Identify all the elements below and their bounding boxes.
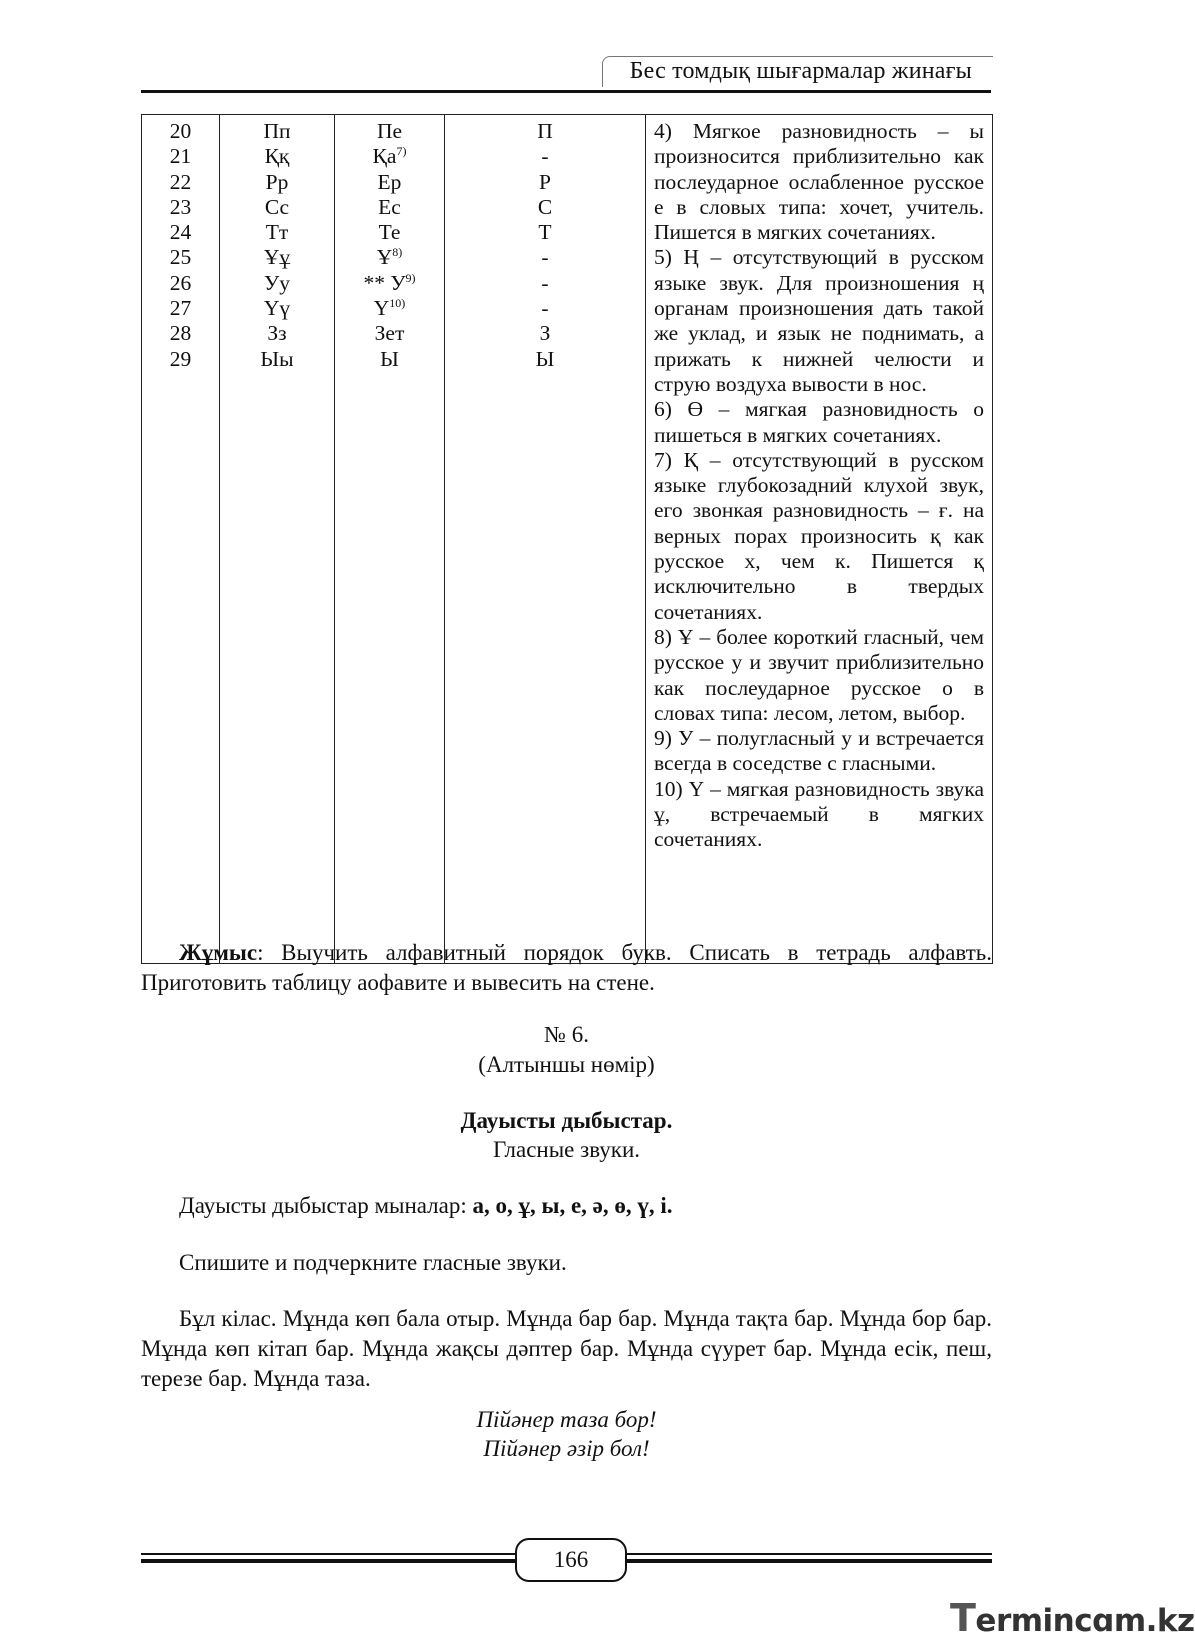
number-column — [142, 115, 220, 964]
row-number: 26 — [169, 270, 192, 295]
row-letter: Ққ — [264, 144, 290, 169]
row-number: 21 — [169, 144, 192, 169]
note-item: 8) Ұ – более короткий гласный, чем русское у и звучит приблизительно как послеударное русское о в словах типа: лесом, летом, выбор. — [654, 624, 984, 725]
exercise-paragraph — [141, 1304, 992, 1394]
task-label: Жұмыс — [179, 940, 258, 965]
vowels-list: а, о, ұ, ы, е, ә, ө, ү, і. — [472, 1193, 673, 1218]
row-letter-name: $Ү^{10)}$ — [373, 295, 406, 321]
row-letter-name: Пе — [376, 119, 403, 143]
row-number: 29 — [169, 346, 192, 371]
row-russian-letter: П — [537, 119, 553, 143]
row-letter-name: Ы — [380, 346, 399, 371]
row-letter: Уу — [264, 270, 290, 295]
row-number: 25 — [169, 245, 192, 270]
row-russian-letter: Т — [538, 220, 552, 245]
row-letter-name: Те — [378, 220, 401, 245]
russian-equivalent-column — [445, 115, 646, 964]
row-letter-name: ** $У^{9)}$ — [363, 270, 416, 295]
row-letter-name: Зет — [374, 321, 405, 346]
page-number: 166 — [515, 1538, 627, 1582]
vowels-line — [141, 1191, 992, 1221]
instruction-text: Спишите и подчеркните гласные звуки. — [179, 1250, 567, 1275]
vowels-intro: Дауысты дыбыстар мыналар: — [179, 1193, 473, 1218]
header-rule — [141, 90, 991, 93]
row-letter: Рр — [265, 169, 289, 194]
row-letter-name: $Ұ^{8)}$ — [376, 245, 403, 270]
row-russian-letter: - — [541, 296, 549, 321]
row-letter: Үү — [263, 296, 291, 321]
row-letter: Ыы — [260, 346, 294, 371]
motto-line-2: Пійәнер әзір бол! — [483, 1436, 650, 1461]
motto-line-1: Пійәнер таза бор! — [476, 1407, 657, 1432]
note-item: 7) Қ – отсутствующий в русском языке глубокозадний клухой звук, его звонкая разновидность – ғ. на верных порах произносить қ как русское х, чем к. Пишется қ исключительно в твердых сочетаниях. — [654, 447, 984, 624]
watermark-logo: Termincɑm.kz — [950, 1596, 1195, 1640]
row-russian-letter: - — [541, 245, 549, 270]
row-number: 20 — [169, 119, 192, 143]
row-russian-letter: Ы — [535, 346, 555, 371]
row-number: 24 — [169, 220, 192, 245]
row-russian-letter: С — [537, 194, 553, 219]
lesson-number: № 6. — [544, 1022, 589, 1047]
row-number: 22 — [169, 169, 192, 194]
row-russian-letter: - — [541, 270, 549, 295]
row-number: 28 — [169, 321, 192, 346]
note-item: 5) Ң – отсутствующий в русском языке звук. Для произношения ң органам произношения дать такой же уклад, и язык не поднимать, а прижать к нижней челюсти и струю воздуха вывости в нос. — [654, 245, 984, 396]
row-number: 23 — [169, 194, 192, 219]
row-letter-name: Ер — [377, 169, 402, 194]
table-row — [142, 115, 993, 964]
row-letter: Зз — [267, 321, 287, 346]
running-header: Бес томдық шығармалар жинағы — [629, 58, 972, 84]
task-paragraph — [141, 938, 992, 998]
lesson-number-text: (Алтыншы нөмір) — [478, 1052, 655, 1077]
row-letter: Сс — [264, 194, 290, 219]
row-letter: Ұұ — [263, 245, 291, 270]
row-russian-letter: З — [539, 321, 551, 346]
row-russian-letter: Р — [539, 169, 551, 194]
row-number: 27 — [169, 296, 192, 321]
row-letter: Тт — [265, 220, 289, 245]
alphabet-table — [141, 114, 993, 964]
letter-column — [220, 115, 335, 964]
lesson-title-ru: Гласные звуки. — [492, 1137, 641, 1162]
row-letter-name: Ес — [378, 194, 401, 219]
note-item: 10) Ү – мягкая разновидность звука ұ, встречаемый в мягких сочетаниях. — [654, 776, 984, 852]
note-item: 6) Ө – мягкая разновидность о пишеться в мягких сочетаниях. — [654, 397, 984, 447]
note-item: 4) Мягкое разновидность – ы произносится приблизительно как послеударное ослабленное русское е в словых типа: хочет, учитель. Пишется в мягких сочетаниях. — [654, 119, 984, 245]
row-russian-letter: - — [541, 144, 549, 169]
row-letter: Пп — [263, 119, 291, 143]
task-text: : Выучить алфавитный порядок букв. Списать в тетрадь алфавть. Приготовить таблицу аофавите и вывесить на стене. — [141, 940, 992, 995]
note-item: 9) У – полугласный у и встречается всегда в соседстве с гласными. — [654, 726, 984, 776]
exercise-text: Бұл кілас. Мұнда көп бала отыр. Мұнда бар бар. Мұнда тақта бар. Мұнда бор бар. Мұнда көп кітап бар. Мұнда жақсы дәптер бар. Мұнда сүурет бар. Мұнда есік, пеш, терезе бар. Мұнда таза. — [141, 1306, 992, 1391]
lesson-title-kz: Дауысты дыбыстар. — [460, 1108, 673, 1133]
notes-column — [646, 115, 993, 964]
letter-name-column — [335, 115, 445, 964]
instruction-line — [141, 1248, 992, 1278]
row-letter-name: $Қа^{7)}$ — [372, 144, 407, 169]
